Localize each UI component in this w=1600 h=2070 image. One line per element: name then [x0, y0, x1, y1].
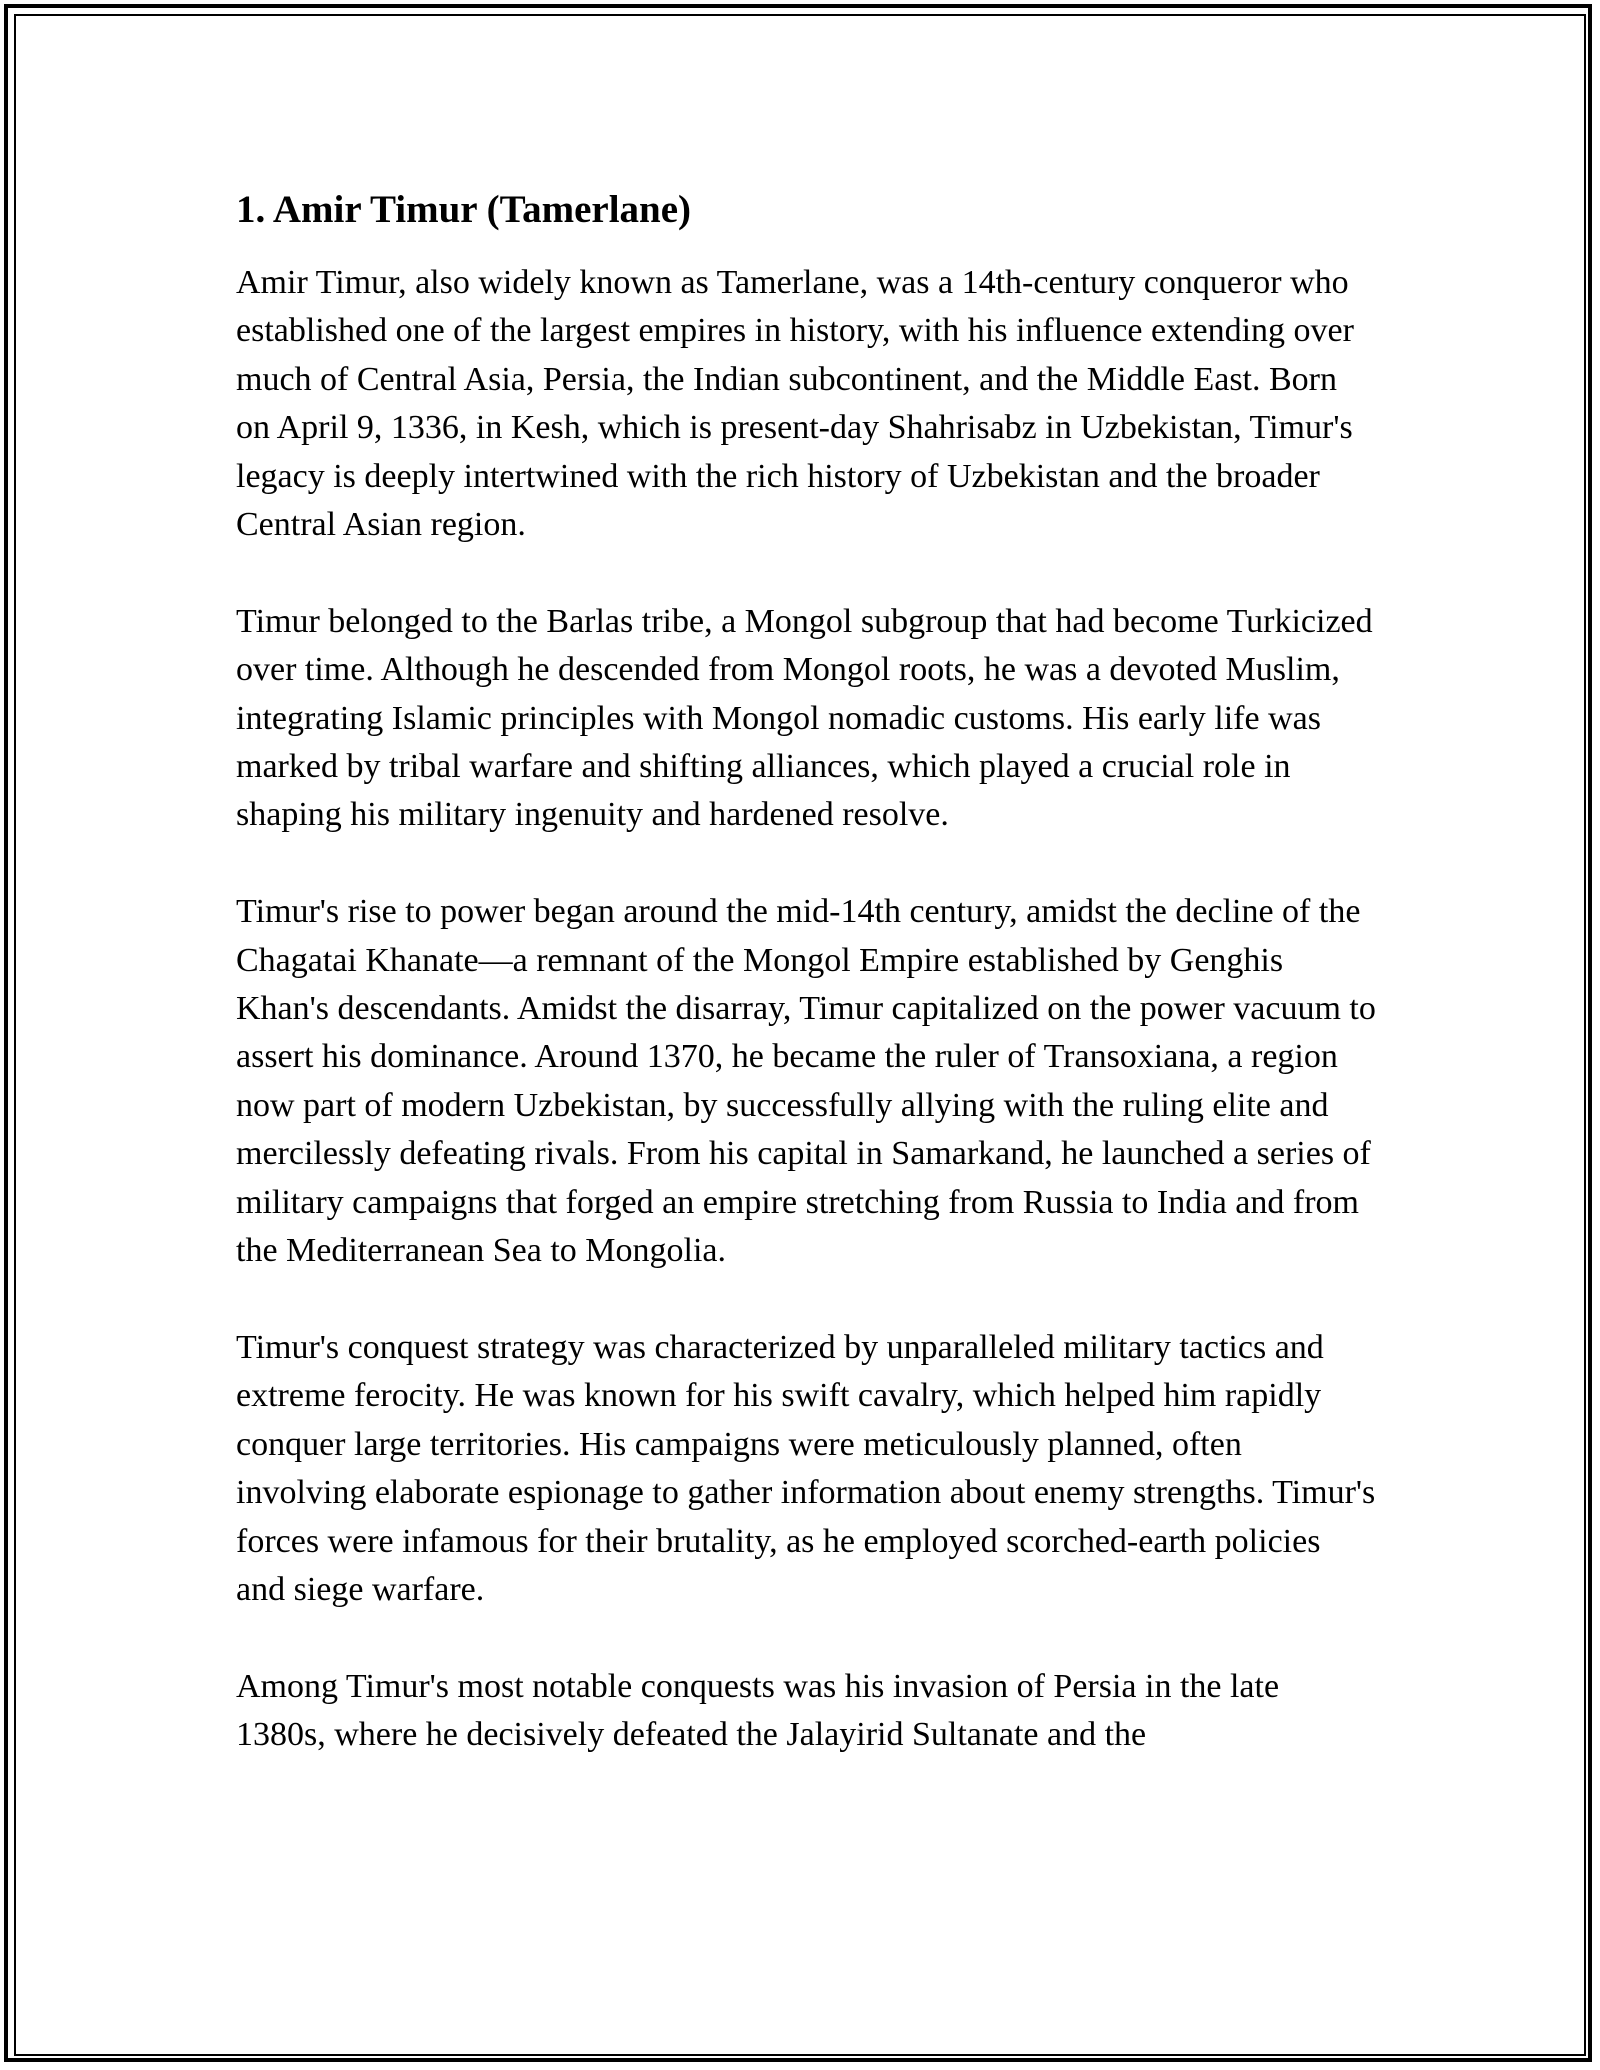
- paragraph-rise-to-power: Timur's rise to power began around the mid-14th century, amidst the decline of the Chagatai Khanate—a remnant of the Mongol Empire established by Genghis Khan's descendants. Amidst the disarray, Timur capitalized on the power vacuum to assert his dominance. Around 1370, he became the ruler of Transoxiana, a region now part of modern Uzbekistan, by successfully allying with the ruling elite and mercilessly defeating rivals. From his capital in Samarkand, he launched a series of military campaigns that forged an empire stretching from Russia to India and from the Mediterranean Sea to Mongolia.: [236, 893, 1376, 1270]
- document-body: [236, 186, 1376, 1808]
- paragraph-conquest-strategy: Timur's conquest strategy was characterized by unparalleled military tactics and extreme ferocity. He was known for his swift cavalry, which helped him rapidly conquer large territories. His campaigns were meticulously planned, often involving elaborate espionage to gather information about enemy strengths. Timur's forces were infamous for their brutality, as he employed scorched-earth policies and siege warfare.: [236, 1328, 1376, 1608]
- section-heading: 1. Amir Timur (Tamerlane): [236, 188, 692, 231]
- paragraph-origins: Timur belonged to the Barlas tribe, a Mongol subgroup that had become Turkicized over time. Although he descended from Mongol roots, he was a devoted Muslim, integrating Islamic principles with Mongol nomadic customs. His early life was marked by tribal warfare and shifting alliances, which played a crucial role in shaping his military ingenuity and hardened resolve.: [236, 602, 1373, 834]
- paragraph-persia-invasion: Among Timur's most notable conquests was his invasion of Persia in the late 1380s, where he decisively defeated the Jalayirid Sultanate and the: [236, 1667, 1280, 1754]
- paragraph-intro: Amir Timur, also widely known as Tamerlane, was a 14th-century conqueror who established one of the largest empires in history, with his influence extending over much of Central Asia, Persia, the Indian subcontinent, and the Middle East. Born on April 9, 1336, in Kesh, which is present-day Shahrisabz in Uzbekistan, Timur's legacy is deeply intertwined with the rich history of Uzbekistan and the broader Central Asian region.: [236, 264, 1354, 544]
